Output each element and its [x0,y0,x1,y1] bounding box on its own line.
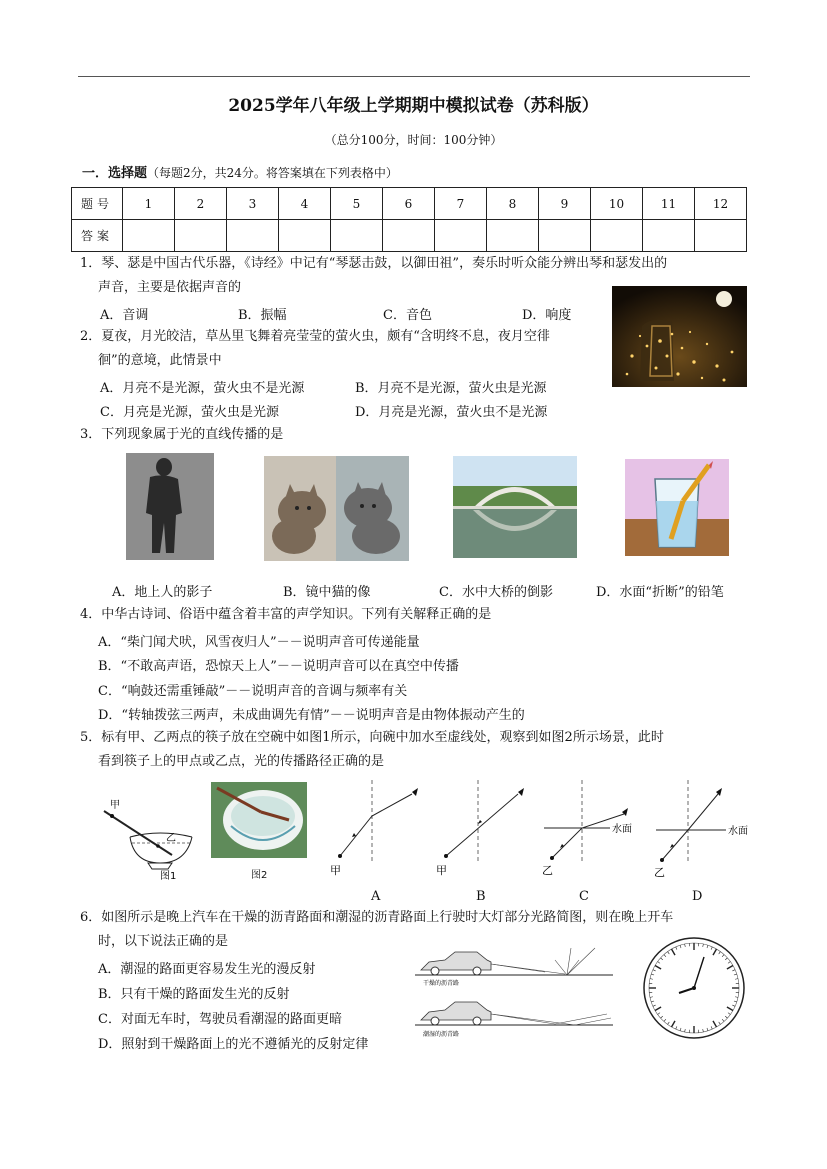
q4-option-d[interactable]: D．“转轴拨弦三两声，未成曲调先有情”－－说明声音是由物体振动产生的 [98,708,525,723]
q2-option-b[interactable]: B．月亮不是光源，萤火虫是光源 [355,381,547,396]
table-cell-number: 5 [331,188,383,220]
diagram-c-water: 水面 [612,824,632,835]
table-row-answers [72,220,747,252]
answer-cell[interactable] [539,220,591,252]
pencil-glass-photo [625,459,729,556]
fig1-caption: 图1 [160,871,177,882]
q3-option-d[interactable]: D．水面“折断”的铅笔 [596,585,724,600]
q2-stem-line1: 2．夏夜，月光皎洁，草丛里飞舞着亮莹莹的萤火虫，颇有“含明终不息，夜月空徘 [80,329,550,344]
q6-option-c[interactable]: C．对面无车时，驾驶员看潮湿的路面更暗 [98,1012,342,1027]
answer-cell[interactable] [487,220,539,252]
top-rule [78,76,750,77]
q3-option-c[interactable]: C．水中大桥的倒影 [439,585,553,600]
wet-road-car [415,1002,613,1038]
q1-option-a[interactable]: A．音调 [100,308,149,323]
answer-cell[interactable] [695,220,747,252]
diagram-a-jia: 甲 [330,864,341,877]
q6-stem-line1: 6．如图所示是晚上汽车在干燥的沥青路面和潮湿的沥青路面上行驶时大灯部分光路简图，则在晚上开车 [80,910,674,925]
q5-diagram-d [652,780,756,880]
q2-option-d[interactable]: D．月亮是光源，萤火虫不是光源 [355,405,548,420]
q2-option-a[interactable]: A．月亮不是光源，萤火虫不是光源 [100,381,305,396]
q5-option-d[interactable]: D [692,889,703,904]
q6-option-b[interactable]: B．只有干燥的路面发生光的反射 [98,987,290,1002]
table-row-numbers [72,188,747,220]
diagram-c-yi: 乙 [542,864,553,877]
firefly-night-photo [612,286,747,387]
q3-option-b[interactable]: B．镜中猫的像 [283,585,371,600]
dry-road-car [415,948,613,987]
answer-cell[interactable] [279,220,331,252]
q1-stem-line2: 声音，主要是依据声音的 [98,280,242,295]
table-cell-number: 8 [487,188,539,220]
diagram-b-jia: 甲 [436,864,447,877]
q6-option-d[interactable]: D．照射到干燥路面上的光不遵循光的反射定律 [98,1037,369,1052]
page-title: 2025学年八年级上学期期中模拟试卷（苏科版） [228,96,599,116]
q1-option-d[interactable]: D．响度 [522,308,572,323]
answer-table [71,187,747,252]
answer-cell[interactable] [331,220,383,252]
q1-stem-line1: 1．琴、瑟是中国古代乐器，《诗经》中记有“琴瑟击鼓，以御田祖”，奏乐时听众能分辨出琴和瑟发出的 [80,256,668,271]
answer-cell[interactable] [123,220,175,252]
q5-option-a[interactable]: A [371,889,381,904]
q1-option-b[interactable]: B．振幅 [238,308,287,323]
q5-option-b[interactable]: B [476,889,486,904]
table-cell-number: 7 [435,188,487,220]
answer-cell[interactable] [435,220,487,252]
q4-option-a[interactable]: A．“柴门闻犬吠，风雪夜归人”－－说明声音可传递能量 [98,635,420,650]
section-note: （每题2分，共24分。将答案填在下列表格中） [147,166,398,180]
figure2-photo [211,782,307,858]
q1-option-c[interactable]: C．音色 [383,308,432,323]
q6-option-a[interactable]: A．潮湿的路面更容易发生光的漫反射 [98,962,316,977]
cat-mirror-photo [264,456,409,561]
table-cell-number: 4 [279,188,331,220]
q5-stem-line2: 看到筷子上的甲点或乙点，光的传播路径正确的是 [98,754,385,769]
fig1-jia-label: 甲 [110,800,120,811]
table-cell-number: 10 [591,188,643,220]
diagram-d-yi: 乙 [654,866,665,879]
answer-cell[interactable] [383,220,435,252]
table-cell-number: 2 [175,188,227,220]
bridge-reflection-photo [453,456,577,558]
page-subtitle: （总分100分，时间：100分钟） [324,133,503,147]
shadow-photo [126,453,214,560]
q5-diagram-a [326,780,426,880]
q3-option-a[interactable]: A．地上人的影子 [112,585,213,600]
table-header-number: 题号 [72,188,123,220]
answer-cell[interactable] [227,220,279,252]
table-header-answer: 答案 [72,220,123,252]
q4-option-c[interactable]: C．“响鼓还需重锤敲”－－说明声音的音调与频率有关 [98,684,408,699]
q5-diagram-b [432,780,532,880]
table-cell-number: 9 [539,188,591,220]
fig1-yi-label: 乙 [166,833,176,844]
q4-option-b[interactable]: B．“不敢高声语，恐惊天上人”－－说明声音可以在真空中传播 [98,659,459,674]
figure1-bowl-chopstick [100,795,200,885]
diagram-d-water: 水面 [728,826,748,837]
clock-figure [641,935,747,1041]
answer-cell[interactable] [591,220,643,252]
table-cell-number: 11 [643,188,695,220]
car-road-diagram [415,940,615,1040]
table-cell-number: 6 [383,188,435,220]
answer-cell[interactable] [643,220,695,252]
wet-road-label: 潮湿的沥青路 [423,1031,460,1038]
q3-stem: 3．下列现象属于光的直线传播的是 [80,427,284,442]
q4-stem: 4．中华古诗词、俗语中蕴含着丰富的声学知识。下列有关解释正确的是 [80,607,492,622]
dry-road-label: 干燥的沥青路 [423,980,460,987]
section-label: 一．选择题 [82,166,148,181]
q5-diagram-c [540,780,644,880]
fig2-caption: 图2 [251,870,268,881]
q2-stem-line2: 徊”的意境，此情景中 [98,353,222,368]
q2-option-c[interactable]: C．月亮是光源，萤火虫是光源 [100,405,279,420]
answer-cell[interactable] [175,220,227,252]
q5-stem-line1: 5．标有甲、乙两点的筷子放在空碗中如图1所示，向碗中加水至虚线处，观察到如图2所示场景，此时 [80,730,664,745]
q6-stem-line2: 时，以下说法正确的是 [98,934,229,949]
section-heading [82,162,398,181]
table-cell-number: 12 [695,188,747,220]
q5-option-c[interactable]: C [579,889,589,904]
table-cell-number: 1 [123,188,175,220]
table-cell-number: 3 [227,188,279,220]
